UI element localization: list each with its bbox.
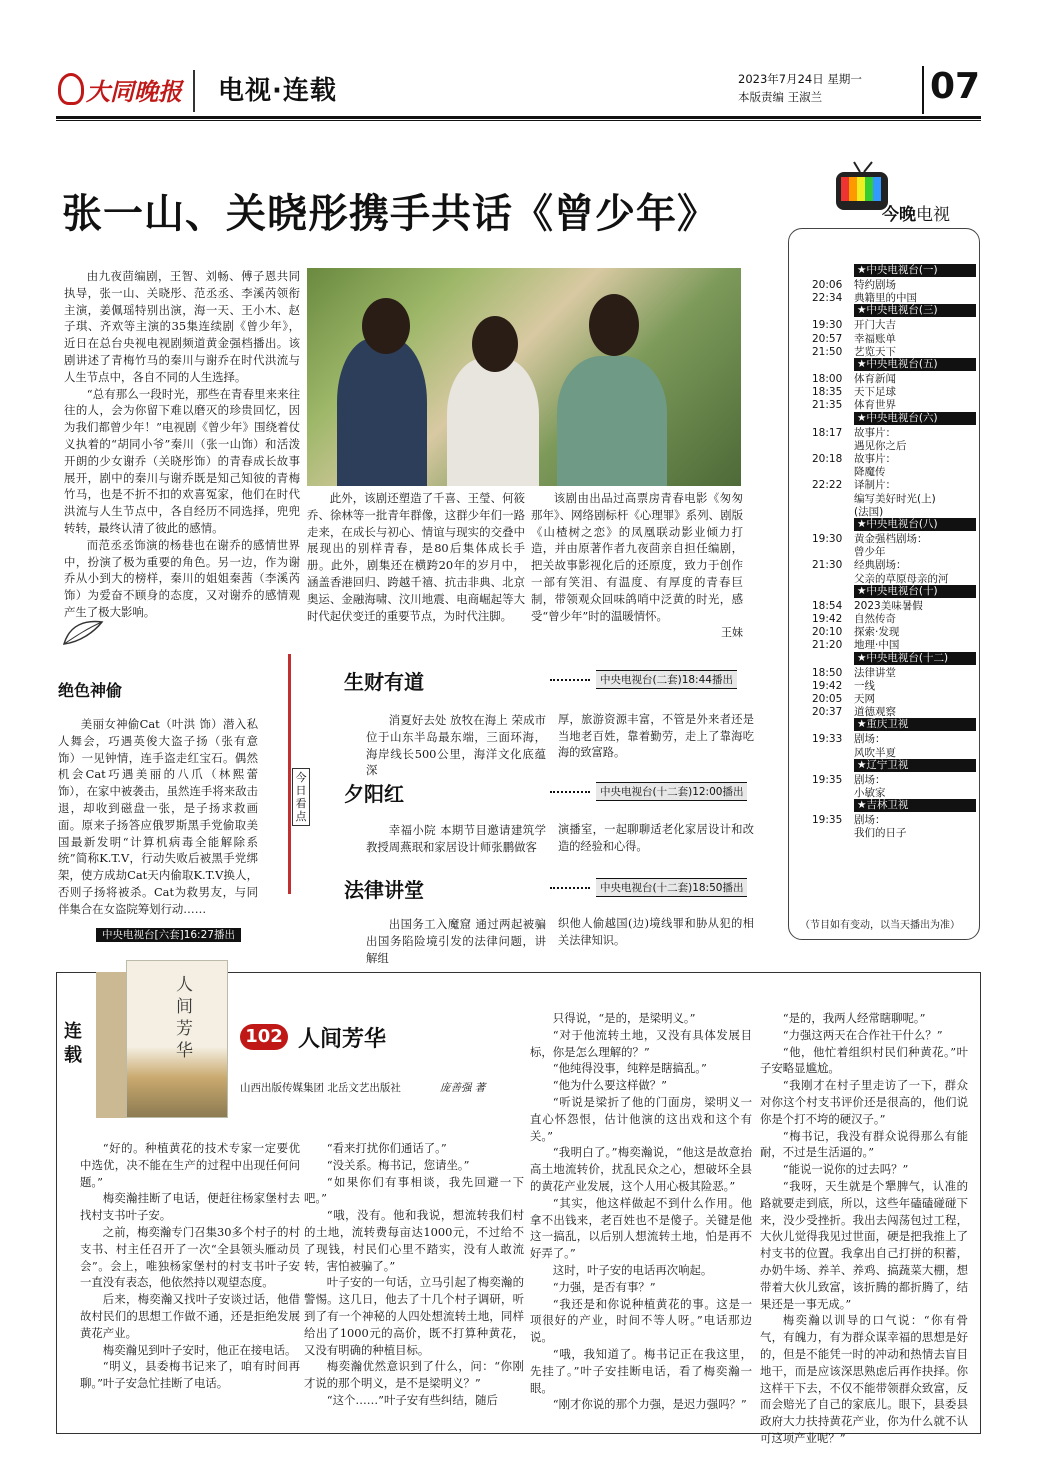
pick-title: 夕阳红 [344,782,404,806]
pick-body-2: 厚，旅游资源丰富，不管是外来者还是当地老百姓，靠着勤劳，走上了靠海吃海的致富路。 [558,713,754,760]
tv-program-name: 剧场： [854,814,886,827]
tv-program-name: 探索·发现 [854,626,900,639]
serial-paragraph: 之前，梅奕瀚专门召集30多个村子的村支书、村主任召开了一次“全县领头雁动员会”。会上，唯独杨家堡村的村支书叶子安一直没有表态，他依然持以观望态度。 [80,1224,300,1290]
tv-program-row [812,545,886,559]
tv-program-time: 21:35 [812,399,843,412]
article-col-3 [531,490,743,640]
tv-channel-header: ★中央电视台(十) [854,585,976,598]
serial-paragraph: 后来，梅奕瀚又找叶子安谈过话，他借故村民们的思想工作做不通，还是拒绝发展黄花产业。 [80,1292,300,1340]
tv-program-row [812,372,896,386]
tv-program-name: 特约剧场 [854,279,896,291]
tv-program-time [812,505,854,519]
tv-program-time: 19:35 [812,773,843,786]
serial-paragraph: “看来打扰你们通话了。” [326,1141,447,1155]
tv-program-time: 19:35 [812,814,843,827]
tv-channel-header: ★重庆卫视 [854,718,976,731]
tv-channel-header: ★中央电视台(十二) [854,652,976,665]
pick-body-2: 织他人偷越国(边)境线罪和胁从犯的相关法律知识。 [558,917,754,947]
tv-program-time [812,465,854,479]
tv-program-name: 幸福账单 [854,332,896,345]
pick-broadcast: 中央电视台(十二套)18:50播出 [550,878,747,897]
tv-program-row [812,492,936,506]
tv-program-name: 降魔传 [854,466,886,479]
tv-program-row [812,505,883,519]
tv-program-time [812,572,854,586]
figure-right-head [589,294,639,356]
serial-paragraph: 叶子安的一句话，立马引起了梅奕瀚的警惕。这几日，他去了十几个村子调研，听到了有一个神秘的人四处想流转土地，同样给出了1000元的高价，既不打算种黄花，又没有明确的种植目标。 [304,1275,524,1357]
figure-left-head [362,298,410,354]
tv-program-time [812,826,854,840]
tv-program-row [812,558,907,572]
tv-program-time: 18:54 [812,599,843,612]
tv-program-time: 19:42 [812,613,843,625]
tv-program-row [812,398,896,412]
tv-program-row [812,813,886,827]
header-rule-thin [56,120,981,121]
tv-channel-header: ★中央电视台(五) [854,358,976,371]
tv-guide-note: （节目如有变动，以当天播出为准） [800,920,960,931]
tv-program-time: 22:34 [812,292,843,305]
tv-program-name: 父亲的草原母亲的河 [854,572,949,585]
figure-middle [447,358,539,486]
figure-left [337,338,427,486]
serial-col-1 [80,1140,300,1392]
tv-program-row [812,666,896,680]
tv-program-time [812,492,854,506]
movie-broadcast: 中央电视台[六套]16:27播出 [96,928,241,942]
tv-program-name: 一线 [854,679,875,692]
page-editor: 本版责编 王淑兰 [738,90,823,104]
tv-program-name: 法律讲堂 [854,666,896,679]
tv-program-time: 20:10 [812,626,843,639]
serial-paragraph: “我明白了。”梅奕瀚说，“他这是故意抬高土地流转价，扰乱民众之心，想破坏全县的黄花产业发展，这个人用心极其险恶。” [530,1145,752,1193]
serial-paragraph: “没关系。梅书记，您请坐。” [326,1157,470,1172]
serial-col-4 [760,1010,968,1447]
figure-right [557,356,667,486]
tv-program-time: 20:05 [812,693,843,705]
tv-program-time [812,746,854,760]
tv-program-name: 小敏家 [854,787,886,799]
tv-program-name: 风吹半夏 [854,746,896,759]
tv-program-row [812,439,907,453]
tv-program-row [812,572,949,586]
serial-label: 连载 [64,1021,82,1066]
serial-author: 庞善强 著 [440,1082,486,1094]
leaf-ornament-icon [60,618,106,648]
tv-program-row [812,426,896,440]
tv-program-name: 译制片： [854,479,896,492]
tv-program-row [812,625,899,639]
today-picks-label: 今日看点 [292,768,310,826]
tv-program-name: 剧场： [854,773,886,786]
pick-broadcast: 中央电视台(二套)18:44播出 [550,670,737,689]
page-number: 07 [930,66,981,107]
article-author: 王妹 [721,626,743,640]
tv-program-row [812,773,886,787]
header-rule [56,116,981,119]
tv-program-name: 故事片： [854,453,896,465]
pick-body-1: 消夏好去处 放牧在海上 荣成市位于山东半岛最东端，三面环海，海岸线长500公里，海洋文化底蕴深 [366,713,546,778]
header-divider [193,70,195,112]
serial-paragraph: “他纯得没事，纯粹是瞎搞乱。” [552,1061,707,1076]
tv-program-time: 18:50 [812,666,843,679]
tv-program-name: 艺览天下 [854,345,896,358]
tv-program-row [812,786,886,800]
newspaper-logo: 大同晚报 [58,68,184,110]
tv-channel-header: ★中央电视台(六) [854,412,976,425]
tv-program-row [812,465,886,479]
book-cover-title: 人间芳华 [176,975,193,1061]
tv-channel-header: ★吉林卫视 [854,799,976,812]
article-paragraph: 而范丞丞饰演的杨巷也在谢乔的感情世界中，扮演了极为重要的角色。另一边，作为谢乔从小到大的榜样，秦川的姐姐秦茜（李溪芮饰）为爱奋不顾身的态度，又对谢乔的感情观产生了极大影响。 [64,537,300,619]
serial-paragraph: “我还是和你说种植黄花的事。这是一项很好的产业，时间不等人呀。”电话那边说。 [530,1296,752,1345]
tv-program-time: 18:17 [812,426,843,439]
serial-paragraph: 梅奕瀚挂断了电话，便赶往杨家堡村去找村支书叶子安。 [80,1191,300,1223]
serial-paragraph: “哦，我知道了。梅书记正在我这里，先挂了。”叶子安挂断电话，看了梅奕瀚一眼。 [530,1346,752,1395]
serial-paragraph: “听说是梁折了他的门面房，梁明义一直心怀怨恨，估计他演的这出戏和这个有关。” [530,1094,752,1143]
tv-program-name: 体育世界 [854,399,896,412]
serial-paragraph: “好的。种植黄花的技术专家一定要优中选优，决不能在生产的过程中出现任何问题。” [80,1141,300,1189]
tv-program-row [812,318,896,332]
section-title: 电视·连载 [218,76,337,106]
serial-title: 人间芳华 [298,1027,387,1052]
serial-paragraph: 梅奕瀚见到叶子安时，他正在接电话。 [102,1342,297,1357]
serial-paragraph: “他，他忙着组织村民们种黄花。”叶子安略显尴尬。 [760,1044,968,1076]
tv-program-row [812,345,896,359]
tv-program-row [812,692,875,706]
serial-paragraph: “是的，我两人经常瞎聊呢。” [782,1011,926,1025]
tv-program-name: 遇见你之后 [854,439,907,452]
tv-channel-header: ★辽宁卫视 [854,759,976,772]
tv-program-name: 典籍里的中国 [854,292,917,305]
tv-program-time [812,545,854,559]
tv-program-row [812,679,875,693]
tv-program-name: 自然传奇 [854,613,896,625]
tv-program-row [812,452,896,466]
book-cover [96,960,228,1120]
serial-paragraph: “梅书记，我没有群众说得那么有能耐，不过是生活逼的。” [760,1128,968,1160]
tv-program-row [812,612,896,626]
tv-program-name: 曾少年 [854,546,886,559]
article-col-2 [307,490,525,624]
serial-paragraph: 这时，叶子安的电话再次响起。 [552,1262,713,1277]
tv-program-name: 黄金强档剧场： [854,533,928,545]
tv-program-time [812,439,854,453]
tv-program-name: 我们的日子 [854,827,907,840]
tv-program-name: 开门大吉 [854,319,896,332]
article-paragraph: 由九夜茴编剧，王智、刘畅、傅子恩共同执导，张一山、关晓彤、范丞丞、李溪芮领衔主演，姜佩瑶特别出演，海一天、王小木、赵子琪、齐欢等主演的35集连续剧《曾少年》，近日在总台央视电视剧频道黄金强档播出。该剧讲述了青梅竹马的秦川与谢乔在时代洪流与人生节点中，各自不同的人生选择。 [64,269,300,384]
article-paragraph: “总有那么一段时光，那些在青春里来来往往的人，会为你留下难以磨灭的珍贵回忆，因为我们都曾少年！”电视剧《曾少年》围绕着仗义执着的“胡同小爷”秦川（张一山饰）和活泼开朗的少女谢乔（关晓彤饰）的青春成长故事展开，剧中的秦川与谢乔既是知己知彼的青梅竹马，也是不折不扣的欢喜冤家，他们在时代洪流与人生节点中，各自经历不同选择，兜兜转转，最终认清了彼此的感情。 [64,386,300,535]
tv-program-row [812,385,896,399]
tv-program-name: 天网 [854,693,875,705]
tv-program-time: 21:20 [812,639,843,652]
pick-body-2: 演播室，一起聊聊适老化家居设计和改造的经验和心得。 [558,823,754,853]
tv-program-row [812,478,896,492]
serial-col-2 [304,1140,524,1409]
pick-title: 法律讲堂 [344,878,424,902]
tv-program-name: 天下足球 [854,386,896,399]
tv-program-time: 18:00 [812,373,843,385]
article-col-1 [64,268,300,621]
article-paragraph: 此外，该剧还塑造了千喜、王瑩、何筱乔、徐林等一批青年群像，这群少年们一路走来，在成长与初心、情谊与现实的交叠中展现出的别样青春，是80后集体成长手册。此外，剧集还在横跨20年的岁月中，涵盖香港回归、跨越千禧、抗击非典、北京奥运、金融海啸、汶川地震、电商崛起等大时代起伏变迁的重要节点，为时代注脚。 [307,491,525,623]
tv-program-time: 20:18 [812,453,843,465]
serial-paragraph: “对于他流转土地，又没有具体发展目标，你是怎么理解的？” [530,1027,752,1059]
tv-guide-label: 今晚电视 [882,205,950,225]
tv-program-time: 22:22 [812,479,843,492]
tv-program-time: 19:42 [812,679,843,692]
tv-program-name: (法国) [854,505,884,518]
logo-mark-icon [58,73,84,105]
main-headline: 张一山、关晓彤携手共话《曾少年》 [62,190,718,237]
serial-paragraph: 只得说，“是的，是梁明义。” [552,1011,696,1025]
figure-middle-head [472,316,518,372]
serial-paragraph: 梅奕瀚优然意识到了什么，问：“你刚才说的那个明义，是不是梁明义？” [304,1359,524,1391]
serial-paragraph: “力强这两天在合作社干什么？” [782,1027,943,1042]
tv-program-row [812,746,896,760]
tv-program-row [812,732,886,746]
tv-program-name: 地理·中国 [854,639,900,652]
tv-program-row [812,278,896,292]
serial-paragraph: “哦，没有。他和我说，想流转我们村的土地，流转费每亩达1000元，不过给不了现钱，村民们心里不踏实，没有人敢流转，害怕被骗了。” [304,1208,524,1273]
chapter-badge: 102 [240,1024,288,1050]
tv-program-time: 21:50 [812,345,843,358]
pick-body-1: 出国务工入魔窟 通过两起被骗出国务陷险境引发的法律问题，讲解组 [366,917,546,965]
tv-program-time: 20:57 [812,332,843,345]
tv-program-time: 19:33 [812,733,843,746]
pick-broadcast: 中央电视台(十二套)12:00播出 [550,782,747,801]
serial-paragraph: “我刚才在村子里走访了一下，群众对你这个村支书评价还是很高的，他们说你是个打不垮的硬汉子。” [760,1078,968,1126]
tv-program-name: 经典剧场： [854,559,907,572]
serial-paragraph: “其实，他这样做起不到什么作用。他拿不出钱来，老百姓也不是傻子。关键是他这一搞乱，以后别人想流转土地，怕是再不好弄了。” [530,1195,752,1261]
tv-program-time: 19:30 [812,319,843,332]
movie-title: 绝色神偷 [58,681,123,700]
tv-program-row [812,332,896,346]
book-spine [96,972,126,1118]
pick-title: 生财有道 [344,670,424,694]
tv-channel-header: ★中央电视台(三) [854,304,976,317]
article-paragraph: 该剧由出品过高票房青春电影《匆匆那年》、网络剧标杆《心理罪》系列、剧版《山楂树之恋》的凤凰联动影业倾力打造，并由原著作者九夜茴亲自担任编剧，把关故事影视化后的还原度，致力于创作一部有笑泪、有温度、有厚度的青春巨制，带领观众回味鸽哨中泛黄的时光，感受“曾少年”时的温暖情怀。 [531,491,743,623]
tv-program-time: 20:06 [812,279,843,291]
tv-program-row [812,638,899,652]
serial-paragraph: “他为什么要这样做？” [552,1078,667,1093]
drama-still-photo [307,268,741,486]
tv-program-time [812,786,854,800]
tv-program-row [812,532,928,546]
tv-program-name: 剧场： [854,733,886,746]
serial-paragraph: “明义，县委梅书记来了，咱有时间再聊。”叶子安急忙挂断了电话。 [80,1359,300,1391]
issue-date: 2023年7月24日 星期一 [738,72,862,86]
tv-program-name: 体育新闻 [854,373,896,385]
serial-paragraph: “力强，是否有事？” [552,1279,656,1294]
tv-program-time: 21:30 [812,559,843,572]
serial-paragraph: “我呀，天生就是个犟脾气，认准的路就要走到底，所以，这些年磕磕碰碰下来，没少受挫折。我出去闯荡包过工程，大伙儿觉得我见过世面，硬是把我推上了村支书的位置。我拿出自己打拼的积蓄，办奶牛场、养羊、养鸡、搞蔬菜大棚，想带着大伙儿致富，该折腾的都折腾了，结果还是一事无成。” [760,1178,968,1311]
serial-paragraph: “能说一说你的过去吗？” [782,1162,909,1177]
tv-program-name: 2023美味暑假 [854,599,923,612]
tv-channel-header: ★中央电视台(八) [854,518,976,531]
tv-program-time: 18:35 [812,386,843,399]
tv-program-name: 编写美好时光(上) [854,492,936,505]
serial-paragraph: 梅奕瀚以训导的口气说：“你有骨气，有魄力，有为群众谋幸福的思想是好的，但是不能凭一时的冲动和热情去盲目地干，而是应该深思熟虑后再作抉择。你这样干下去，不仅不能带领群众致富，反而会赔光了自己的家底儿。眼下，县委县政府大力扶持黄花产业，你为什么就不认可这项产业呢？” [760,1313,968,1445]
tv-program-name: 故事片： [854,426,896,439]
tv-program-name: 道德观察 [854,706,896,719]
tv-program-time: 20:37 [812,706,843,719]
date-block [738,70,862,106]
serial-paragraph: “这个……”叶子安有些纠结，随后 [326,1392,498,1407]
tv-program-row [812,826,907,840]
page-number-bar [922,66,924,114]
tv-program-row [812,599,923,613]
serial-publisher: 山西出版传媒集团 北岳文艺出版社 [240,1082,401,1094]
serial-paragraph: “刚才你说的那个力强，是迟力强吗？” [552,1397,747,1412]
movie-body: 美丽女神偷Cat（叶洪 饰）潜入私人舞会，巧遇英俊大盗子扬（张有意 饰）一见钟情，连手盗走红宝石。偶然机会Cat巧遇美丽的八爪（林熙蕾 饰），在家中被袭击，虽然连手将来敌击退，却收到磁盘一张，是子扬求救画面。原来子扬答应俄罗斯黑手党偷取美国最新发明“计算机病毒全能解除系统”简称K.T.V，行动失败后被黑手党绑架，使方成劫Cat天内偷取K.T.V换人，否则子扬将被杀。Cat为救男友，与同伴集合在女盗院筹划行动…… [58,717,258,916]
serial-col-3 [530,1010,752,1413]
tv-program-time: 19:30 [812,533,843,545]
tv-channel-header: ★中央电视台(一) [854,264,976,277]
serial-paragraph: “如果你们有事相谈，我先回避一下吧。” [304,1174,524,1206]
pick-body-1: 幸福小院 本期节目邀请建筑学教授周燕珉和家居设计师张鹏做客 [366,823,546,854]
